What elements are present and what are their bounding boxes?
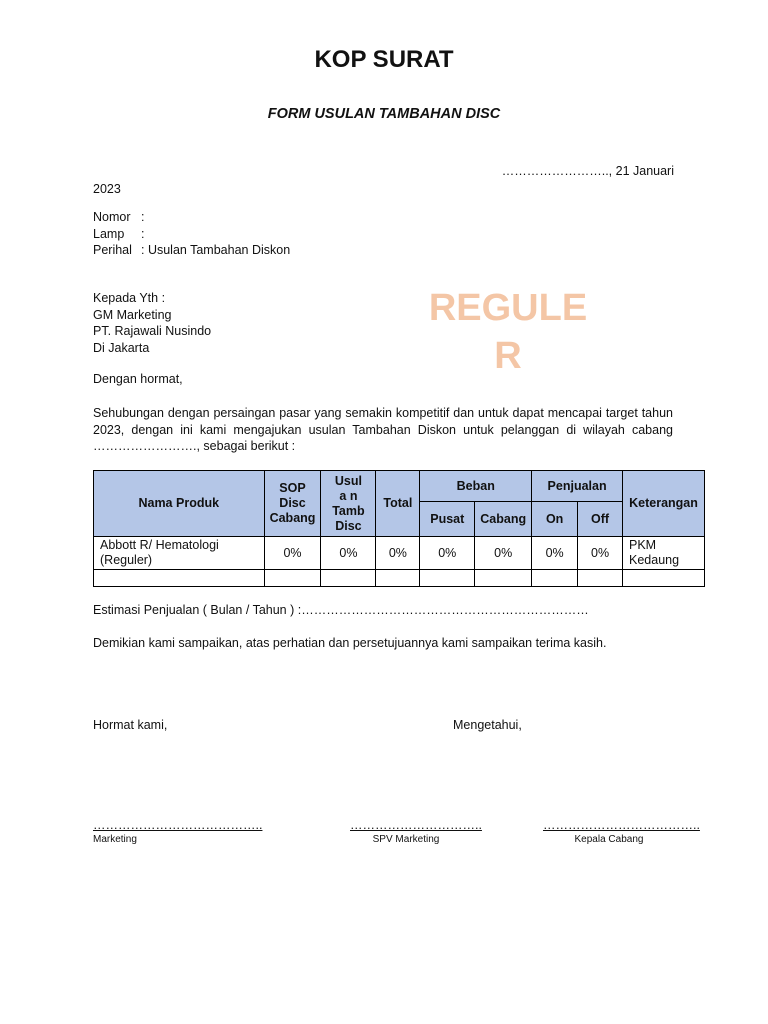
signature-role: Marketing [93,834,137,845]
signature-role: SPV Marketing [372,834,440,845]
cell-usulan: 0% [321,537,376,570]
cell-cabang: 0% [475,537,532,570]
reguler-watermark [420,284,596,380]
header-cabang: Cabang [475,502,532,537]
header-total: Total [376,471,420,537]
table-row [94,537,705,570]
recipient-line: PT. Rajawali Nusindo [93,324,212,338]
header-pusat: Pusat [420,502,475,537]
header-on: On [532,502,578,537]
body-paragraph: Sehubungan dengan persaingan pasar yang semakin kompetitif dan untuk dapat mencapai target tahun 2023, dengan ini kami mengajukan usulan Tambahan Diskon untuk pelanggan di wilayah cabang ……………………., sebagai berikut : [93,406,673,453]
header-beban: Beban [420,471,532,502]
estimasi-penjualan: Estimasi Penjualan ( Bulan / Tahun ) :…………………………………………………………… [93,603,589,617]
header-nama-produk: Nama Produk [94,471,265,537]
header-penjualan: Penjualan [532,471,623,502]
empty-cell [532,570,578,587]
signature-line: ………………………………….. [93,818,263,832]
cell-total: 0% [376,537,420,570]
nomor-label: Nomor [93,210,131,224]
empty-cell [475,570,532,587]
form-title: FORM USULAN TAMBAHAN DISC [267,106,501,122]
hormat-kami: Hormat kami, [93,718,168,732]
header-usulan-text: Usula n Tamb Disc [332,473,365,533]
produk-line: Abbott R/ Hematologi [100,538,219,552]
signature-role: Kepala Cabang [574,834,644,845]
cell-pusat: 0% [420,537,475,570]
letter-meta [93,209,290,259]
nomor-separator: : [141,210,145,224]
produk-line: (Reguler) [100,553,153,567]
signature-marketing [93,818,263,845]
discount-table [93,470,705,587]
closing-sentence: Demikian kami sampaikan, atas perhatian dan persetujuannya kami sampaikan terima kasih. [93,636,607,650]
empty-cell [420,570,475,587]
empty-cell [321,570,376,587]
header-off: Off [578,502,623,537]
cell-sop: 0% [264,537,321,570]
signature-line: ………………………….. [350,818,482,832]
cell-on: 0% [532,537,578,570]
perihal-label: Perihal [93,243,132,257]
lamp-label: Lamp [93,226,125,241]
header-usulan [321,471,376,537]
cell-off: 0% [578,537,623,570]
empty-cell [578,570,623,587]
keterangan-line: Kedaung [629,553,680,567]
kop-surat-title: KOP SURAT [314,46,454,73]
recipient-line: GM Marketing [93,307,172,322]
perihal-row [93,242,290,259]
greeting: Dengan hormat, [93,372,183,386]
recipient-line: Di Jakarta [93,340,150,355]
empty-cell [623,570,705,587]
header-keterangan: Keterangan [623,471,705,537]
watermark-line: R [494,335,522,377]
perihal-value: : Usulan Tambahan Diskon [141,243,291,257]
nomor-row [93,209,290,226]
lamp-row [93,226,290,243]
lamp-separator: : [141,226,145,241]
watermark-line: REGULE [428,287,588,329]
header-sop-disc-text: SOP Disc Cabang [269,481,316,525]
signature-spv-marketing [350,818,482,845]
recipient-line: Kepada Yth : [93,291,166,305]
table-row-empty [94,570,705,587]
cell-produk [94,537,265,570]
cell-keterangan [623,537,705,570]
empty-cell [94,570,265,587]
keterangan-line: PKM [629,538,657,552]
date-line: …………………….., 21 Januari [501,164,674,178]
signature-kepala-cabang [543,818,700,845]
mengetahui: Mengetahui, [453,718,522,732]
header-sop-disc [264,471,321,537]
recipient-block [93,290,211,356]
empty-cell [376,570,420,587]
date-year: 2023 [93,182,121,196]
signature-line: ……………………………….. [543,818,700,832]
empty-cell [264,570,321,587]
